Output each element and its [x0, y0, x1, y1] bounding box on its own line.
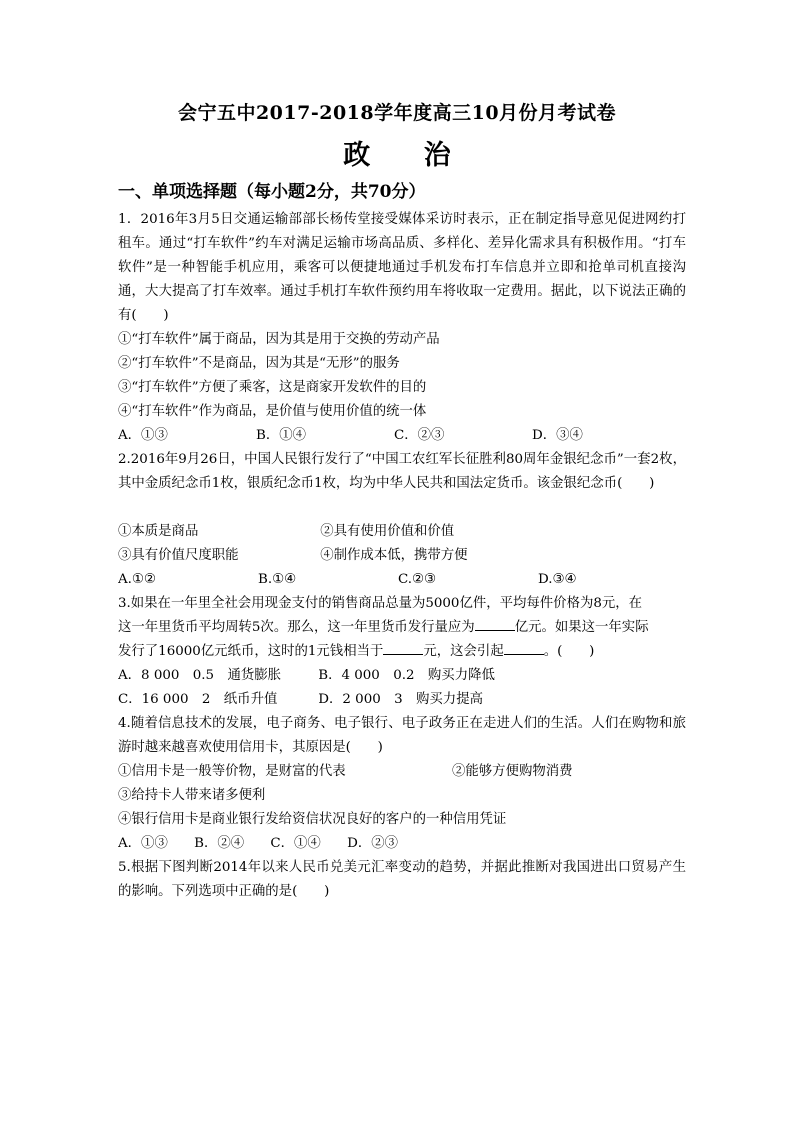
q3-blank-2[interactable]: [383, 640, 423, 655]
q2-option-a[interactable]: A.①②: [118, 572, 156, 587]
q4-statement-2: ②能够方便购物消费: [452, 764, 573, 779]
q3-text-3c: 。( ): [543, 644, 595, 659]
q1-statement-2: ②“打车软件”不是商品，因为其是“无形”的服务: [118, 356, 400, 371]
q1-option-a[interactable]: A．①③: [118, 428, 168, 443]
q3-stem-line-1: 3.如果在一年里全社会用现金支付的销售商品总量为5000亿件，平均每件价格为8元，在: [118, 596, 643, 611]
q1-option-d[interactable]: D．③④: [532, 428, 583, 443]
q3-option-c[interactable]: C．16 000 2 纸币升值: [118, 692, 278, 707]
q1-statement-1: ①“打车软件”属于商品，因为其是用于交换的劳动产品: [118, 332, 440, 347]
q3-stem-line-2: [118, 616, 686, 640]
q3-text-2a: 这一年里货币平均周转5次。那么，这一年里货币发行量应为: [118, 620, 475, 635]
subject-title: 政 治: [343, 140, 473, 171]
q3-text-3a: 发行了16000亿元纸币，这时的1元钱相当于: [118, 644, 384, 659]
q4-stem: 4.随着信息技术的发展，电子商务、电子银行、电子政务正在走进人们的生活。人们在购物和旅游时越来越喜欢使用信用卡，其原因是( ): [118, 716, 686, 755]
q3-text-3b: 元，这会引起: [423, 644, 504, 659]
q4-statement-3: ③给持卡人带来诸多便利: [118, 788, 266, 803]
q3-text-2b: 亿元。如果这一年实际: [514, 620, 649, 635]
q1-option-b[interactable]: B．①④: [256, 428, 307, 443]
q4-options: [118, 832, 686, 856]
q4-statements-row-1: [118, 760, 686, 784]
q2-statement-2: ②具有使用价值和价值: [320, 524, 455, 539]
question-list: [118, 208, 686, 904]
q2-options: [118, 568, 686, 592]
q2-statement-1: ①本质是商品: [118, 524, 199, 539]
q3-option-d[interactable]: D．2 000 3 购买力提高: [318, 692, 483, 707]
q2-statements-row-1: [118, 520, 686, 544]
q1-statement-4: ④“打车软件”作为商品，是价值与使用价值的统一体: [118, 404, 427, 419]
q4-statement-1: ①信用卡是一般等价物，是财富的代表: [118, 764, 346, 779]
q3-blank-3[interactable]: [504, 640, 544, 655]
q3-options-row-1: [118, 664, 686, 688]
q3-option-b[interactable]: B．4 000 0.2 购买力降低: [318, 668, 495, 683]
q5-stem: 5.根据下图判断2014年以来人民币兑美元汇率变动的趋势，并据此推断对我国进出口贸易产生的影响。下列选项中正确的是( ): [118, 860, 686, 899]
q2-option-b[interactable]: B.①④: [258, 572, 297, 587]
q4-option-d[interactable]: D．②③: [347, 836, 398, 851]
q3-option-a[interactable]: A．8 000 0.5 通货膨胀: [118, 668, 282, 683]
section-heading: 一、单项选择题（每小题2分，共70分）: [118, 182, 426, 202]
q3-stem-line-3: [118, 640, 686, 664]
q2-statement-4: ④制作成本低，携带方便: [320, 548, 468, 563]
q1-stem: 1．2016年3月5日交通运输部部长杨传堂接受媒体采访时表示，正在制定指导意见促进网约打租车。通过“打车软件”约车对满足运输市场高品质、多样化、差异化需求具有积极作用。“打车软件”是一种智能手机应用，乘客可以便捷地通过手机发布打车信息并立即和抢单司机直接沟通，大大提高了打车效率。通过手机打车软件预约用车将收取一定费用。据此，以下说法正确的有( ): [118, 212, 686, 323]
q2-stem: 2.2016年9月26日，中国人民银行发行了“中国工农红军长征胜利80周年金银纪念币”一套2枚，其中金质纪念币1枚，银质纪念币1枚，均为中华人民共和国法定货币。该金银纪念币( ): [118, 452, 686, 491]
q4-option-c[interactable]: C．①④: [270, 836, 321, 851]
q1-option-c[interactable]: C．②③: [394, 428, 445, 443]
q2-option-d[interactable]: D.③④: [538, 572, 577, 587]
q3-options-row-2: [118, 688, 686, 712]
q2-statements-row-2: [118, 544, 686, 568]
q4-statement-4: ④银行信用卡是商业银行发给资信状况良好的客户的一种信用凭证: [118, 812, 507, 827]
exam-title: 会宁五中2017-2018学年度高三10月份月考试卷: [177, 102, 617, 124]
q2-option-c[interactable]: C.②③: [398, 572, 437, 587]
q2-statement-3: ③具有价值尺度职能: [118, 548, 239, 563]
q1-statement-3: ③“打车软件”方便了乘客，这是商家开发软件的目的: [118, 380, 427, 395]
q4-option-b[interactable]: B．②④: [194, 836, 245, 851]
q1-options: [118, 424, 686, 448]
q3-blank-1[interactable]: [475, 616, 515, 631]
q4-option-a[interactable]: A．①③: [118, 836, 168, 851]
